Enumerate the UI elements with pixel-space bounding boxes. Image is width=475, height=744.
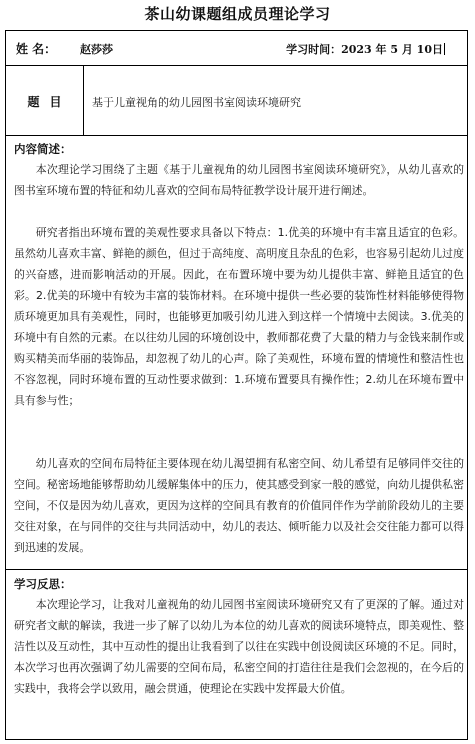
name-value: 赵莎莎 xyxy=(80,43,113,56)
page-title: 茶山幼课题组成员理论学习 xyxy=(144,5,331,23)
content-paragraph: 本次理论学习围绕了主题《基于儿童视角的幼儿园图书室阅读环境研究》，从幼儿喜欢的图书室环境布置的特征和幼儿喜欢的空间布局特征教学设计展开进行阐述。 xyxy=(14,163,464,197)
reflection-paragraph: 本次理论学习，让我对儿童视角的幼儿园图书室阅读环境研究又有了更深的了解。通过对研究者文献的解读，我进一步了解了以幼儿为本位的幼儿喜欢的阅读环境特点，即美观性、整洁性以及互动性，其中互动性的提出让我看到了以往在实践中创设阅读区环境的不足。同时，本次学习也再次强调了幼儿需要的空间布局，私密空间的打造往往是我们会忽视的，在今后的实践中，我将会学以致用，融会贯通，使理论在实践中发挥最大价值。 xyxy=(14,598,464,695)
text-cursor xyxy=(444,43,445,55)
reflection-heading: 学习反思： xyxy=(14,577,72,591)
content-paragraph: 研究者指出环境布置的美观性要求具备以下特点：1.优美的环境中有丰富且适宜的色彩。虽然幼儿喜欢丰富、鲜艳的颜色，但过于高纯度、高明度且杂乱的色彩，也容易引起幼儿过度的兴奋感，进而影响活动的开展。因此，在布置环境中要为幼儿提供丰富、鲜艳且适宜的色彩。2.优美的环境中有较为丰富的装饰材料。在环境中提供一些必要的装饰性材料能够使得物质环境更加具有美观性，同时，也能够更加吸引幼儿进入到这样一个情境中去阅读。3.优美的环境中有自然的元素。在以往幼儿园的环境创设中，教师都花费了大量的精力与金钱来制作或购买精美而华丽的装饰品，却忽视了幼儿的心声。除了美观性，环境布置的情境性和整洁性也不容忽视，同时环境布置的互动性要求做到：1.环境布置要具有操作性；2.幼儿在环境布置中具有参与性； xyxy=(14,226,464,407)
study-time xyxy=(286,41,445,57)
study-record-table xyxy=(5,30,468,740)
row-divider xyxy=(6,569,467,570)
topic-label: 题目 xyxy=(27,95,72,109)
row-divider xyxy=(6,135,467,136)
study-time-value: 2023 年 5 月 10日 xyxy=(341,43,443,56)
content-heading: 内容简述： xyxy=(14,142,72,156)
study-time-label: 学习时间： xyxy=(286,43,342,56)
content-paragraph: 幼儿喜欢的空间布局特征主要体现在幼儿渴望拥有私密空间、幼儿希望有足够同伴交往的空间。秘密场地能够帮助幼儿缓解集体中的压力，使其感受到家一般的感觉，向幼儿提供私密空间，不仅是因为幼儿喜欢，更因为这样的空间具有教育的价值同伴作为学前阶段幼儿的主要交往对象，在与同伴的交往与共同活动中，幼儿的表达、倾听能力以及社会交往能力都可以得到迅速的发展。 xyxy=(14,457,464,554)
row-divider xyxy=(6,65,467,66)
name-label: 姓 名： xyxy=(16,42,57,56)
topic-column-divider xyxy=(83,65,84,135)
topic-value: 基于儿童视角的幼儿园图书室阅读环境研究 xyxy=(92,96,301,109)
meta-row xyxy=(6,31,467,65)
